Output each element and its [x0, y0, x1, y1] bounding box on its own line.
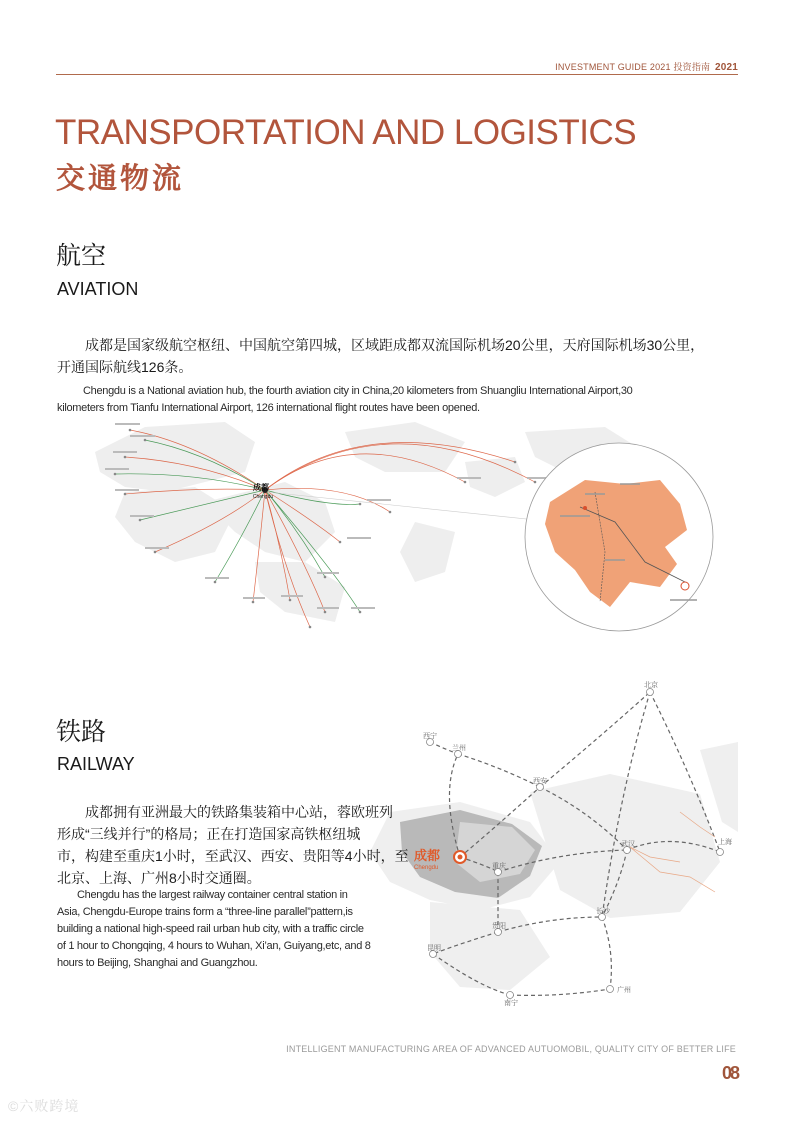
- aviation-heading-en: AVIATION: [57, 279, 139, 299]
- page-number: 08: [722, 1063, 739, 1083]
- city-label-xining: 西宁: [423, 733, 437, 740]
- city-label-beijing: 北京: [644, 682, 658, 689]
- railway-heading-en: RAILWAY: [57, 754, 135, 774]
- railway-para-cn-line4: 北京、上海、广州8小时交通圈。: [57, 870, 261, 886]
- chengdu-rail-label-en: Chengdu: [414, 865, 439, 871]
- city-label-chongqing: 重庆: [492, 863, 506, 870]
- chengdu-rail-label-cn: 成都: [414, 848, 441, 863]
- chengdu-hub-label-en: Chengdu: [252, 494, 274, 500]
- aviation-para-en-line1: Chengdu is a National aviation hub, the fourth aviation city in China,20 kilometers from Shuangliu International Airport,30: [83, 385, 633, 397]
- railway-para-en-line2: Asia, Chengdu-Europe trains form a “three-line parallel”pattern,is: [57, 906, 353, 918]
- city-label-kunming: 昆明: [427, 945, 441, 952]
- watermark: ©六败跨境: [8, 1098, 80, 1114]
- aviation-para-en-line2: kilometers from Tianfu International Airport, 126 international flight routes have been opened.: [57, 402, 480, 414]
- header-guide: INVESTMENT GUIDE 2021: [555, 62, 671, 72]
- chengdu-hub-label-cn: 成都: [253, 483, 269, 492]
- aviation-para-cn-line1: 成都是国家级航空枢纽、中国航空第四城，区域距成都双流国际机场20公里，天府国际机场30公里，: [85, 337, 705, 353]
- city-label-guiyang: 贵阳: [492, 923, 506, 930]
- railway-paragraph-cn: [57, 801, 417, 889]
- footer-tagline: INTELLIGENT MANUFACTURING AREA OF ADVANCED AUTUOMOBIL, QUALITY CITY OF BETTER LIFE: [286, 1044, 736, 1054]
- city-label-wuhan: 武汉: [621, 841, 635, 848]
- city-label-shanghai: 上海: [718, 839, 732, 846]
- page-title-en: TRANSPORTATION AND LOGISTICS: [55, 113, 637, 152]
- railway-para-en-line1: Chengdu has the largest railway container central station in: [77, 889, 348, 901]
- city-label-changsha: 长沙: [596, 908, 610, 915]
- railway-para-en-line5: hours to Beijing, Shanghai and Guangzhou.: [57, 957, 258, 969]
- city-label-xian: 西安: [533, 778, 547, 785]
- railway-para-en-line4: of 1 hour to Chongqing, 4 hours to Wuhan, Xi’an, Guiyang,etc, and 8: [57, 940, 371, 952]
- chengdu-rail-hub-dot: [458, 855, 463, 860]
- sichuan-inset-map: [525, 443, 713, 631]
- city-label-guangzhou: 广州: [617, 987, 631, 994]
- railway-para-cn-line1: 成都拥有亚洲最大的铁路集装箱中心站，蓉欧班列: [85, 804, 393, 820]
- city-label-lanzhou: 兰州: [452, 745, 466, 752]
- aviation-para-cn-line2: 开通国际航线126条。: [57, 359, 193, 375]
- header-year: 2021: [714, 62, 738, 73]
- city-label-nanning: 南宁: [504, 1000, 518, 1007]
- aviation-route-map: [85, 412, 735, 642]
- railway-para-en-line3: building a national high-speed rail urban hub city, with a traffic circle: [57, 923, 364, 935]
- aviation-heading-cn: 航空: [56, 242, 107, 270]
- railway-heading-cn: 铁路: [56, 718, 107, 746]
- header-guide-cn: 投资指南: [673, 62, 711, 72]
- railway-paragraph-en: [57, 887, 417, 972]
- header-divider: [56, 74, 738, 75]
- aviation-paragraph-cn: [57, 334, 737, 378]
- railway-para-cn-line2: 形成“三线并行”的格局；正在打造国家高铁枢纽城: [57, 826, 361, 842]
- page-header: [0, 60, 738, 73]
- railway-para-cn-line3: 市，构建至重庆1小时，至武汉、西安、贵阳等4小时，至: [57, 848, 409, 864]
- page-title-cn: 交通物流: [56, 163, 185, 195]
